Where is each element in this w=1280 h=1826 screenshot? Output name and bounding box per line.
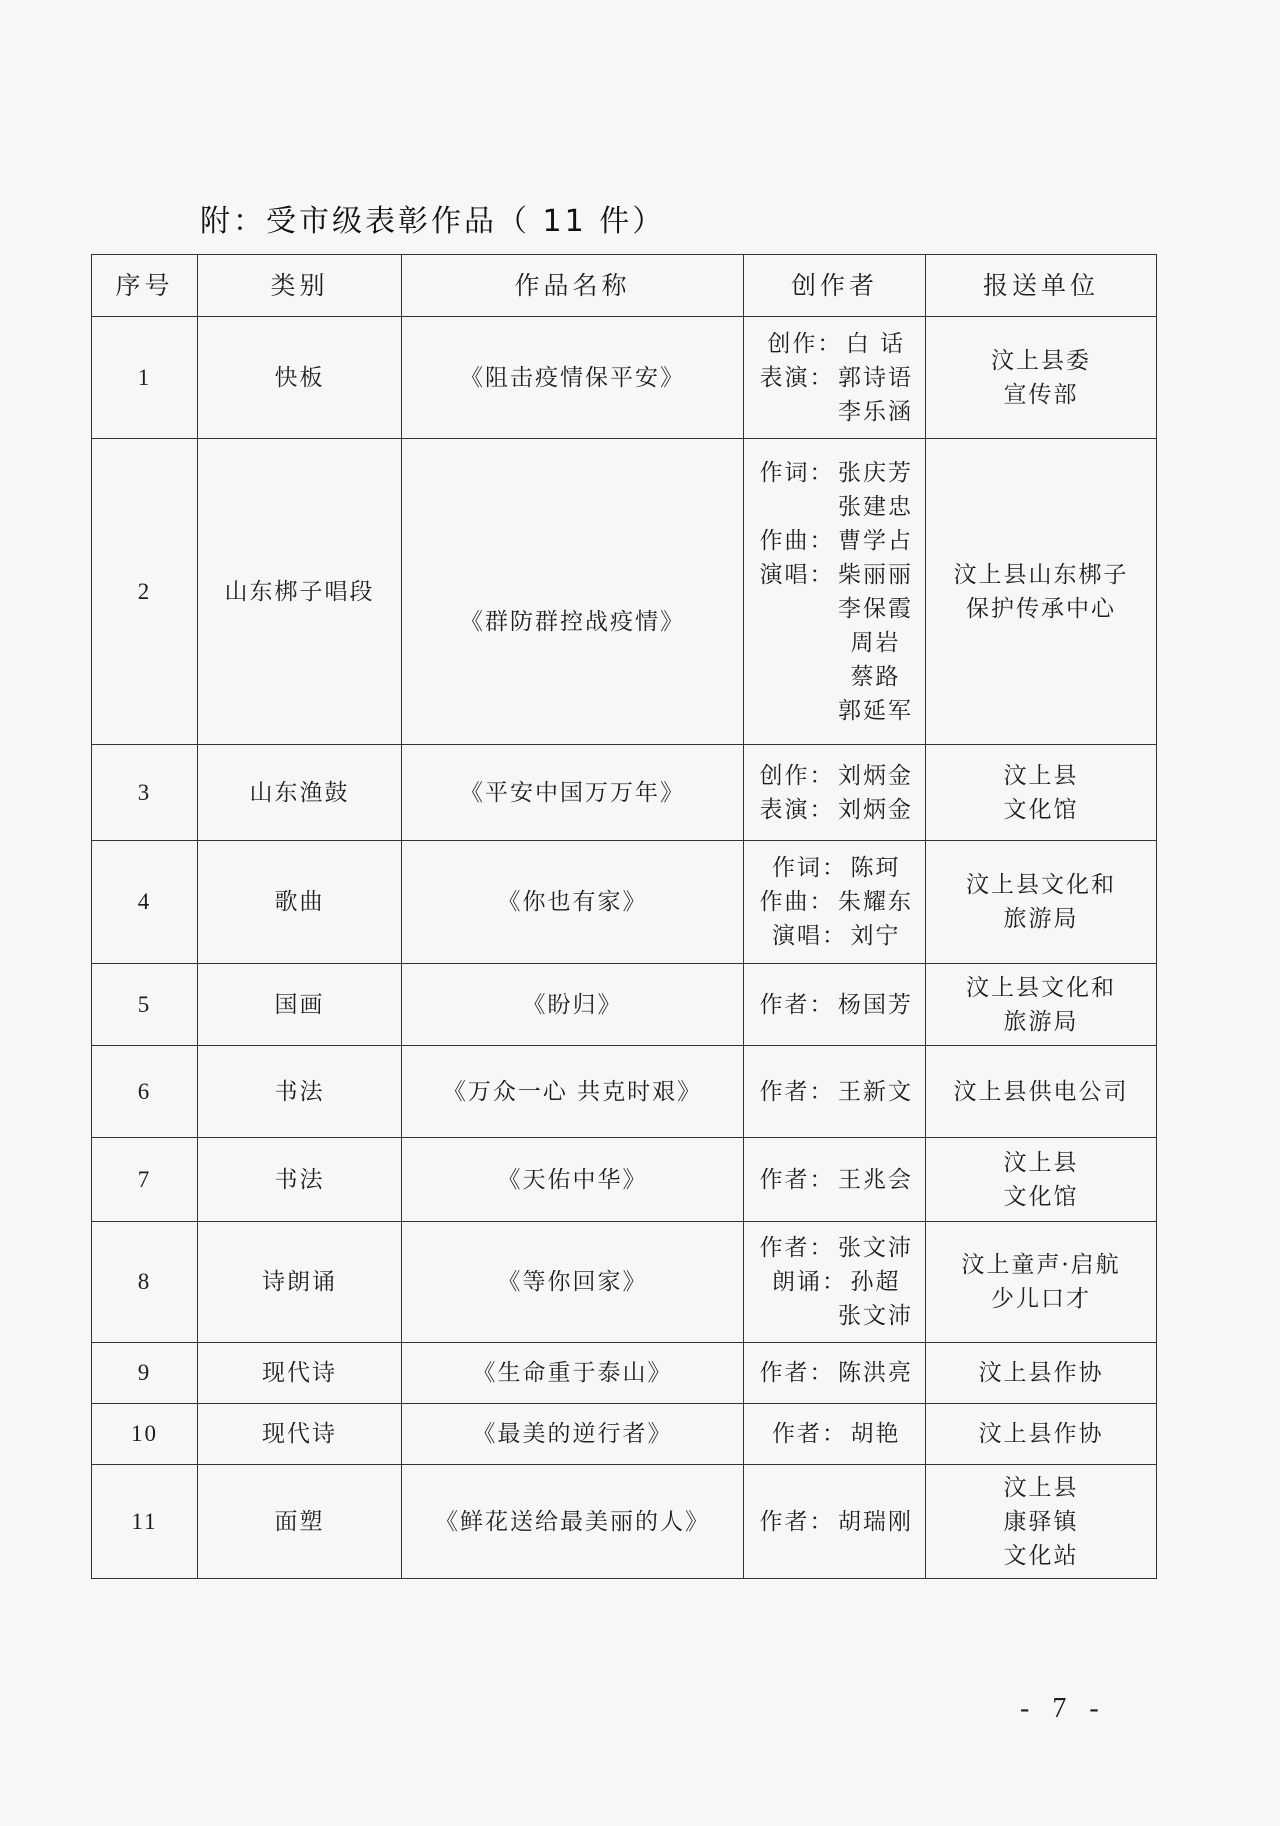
table-row — [92, 1404, 1157, 1465]
table-row — [92, 964, 1157, 1046]
creator-role: 表演： — [759, 364, 835, 391]
unit-line: 汶上县 — [1003, 762, 1079, 789]
unit-line: 汶上县供电公司 — [953, 1078, 1129, 1105]
creator-line — [750, 660, 919, 694]
creator-line — [750, 1505, 919, 1539]
row-number: 9 — [92, 1343, 198, 1404]
unit-line: 汶上县山东梆子 — [953, 561, 1129, 588]
row-unit — [926, 745, 1157, 841]
row-work-title: 《你也有家》 — [402, 841, 744, 964]
header-no: 序号 — [92, 255, 198, 317]
creator-line — [750, 1231, 919, 1265]
row-category: 国画 — [198, 964, 402, 1046]
creator-name: 胡艳 — [850, 1421, 901, 1447]
row-number: 10 — [92, 1404, 198, 1465]
creator-role: 作词： — [759, 459, 835, 486]
creator-line — [750, 592, 919, 626]
row-work-title: 《群防群控战疫情》 — [402, 439, 744, 745]
creator-role: 作者： — [759, 1360, 835, 1386]
row-creators — [744, 841, 926, 964]
row-unit — [926, 1343, 1157, 1404]
table-row — [92, 1465, 1157, 1579]
unit-line: 文化馆 — [1003, 796, 1079, 823]
creator-role: 作者： — [759, 991, 835, 1018]
creator-role: 演唱： — [759, 561, 835, 588]
creator-name: 刘炳金 — [838, 796, 913, 823]
creator-role: 表演： — [759, 796, 835, 823]
creator-role: 作者： — [759, 1078, 835, 1105]
creator-line — [750, 1417, 919, 1451]
unit-line: 宣传部 — [1003, 381, 1079, 408]
creator-name: 陈珂 — [850, 855, 901, 881]
row-category: 书法 — [198, 1138, 402, 1222]
awards-table — [91, 254, 1157, 1579]
unit-line: 汶上县文化和 — [966, 872, 1116, 898]
creator-line — [750, 851, 919, 885]
creator-name: 陈洪亮 — [838, 1360, 913, 1386]
creator-name: 张建忠 — [838, 493, 913, 520]
table-row — [92, 1138, 1157, 1222]
row-unit — [926, 1222, 1157, 1343]
row-unit — [926, 1046, 1157, 1138]
row-work-title: 《鲜花送给最美丽的人》 — [402, 1465, 744, 1579]
creator-line — [750, 988, 919, 1022]
row-number: 7 — [92, 1138, 198, 1222]
creator-role: 朗诵： — [772, 1269, 847, 1295]
table-row — [92, 317, 1157, 439]
row-unit — [926, 964, 1157, 1046]
creator-line — [750, 395, 919, 429]
creator-name: 曹学占 — [838, 527, 913, 554]
table-header-row — [92, 255, 1157, 317]
row-unit — [926, 841, 1157, 964]
row-work-title: 《盼归》 — [402, 964, 744, 1046]
table-body — [92, 317, 1157, 1579]
table-row — [92, 745, 1157, 841]
unit-line: 汶上县作协 — [978, 1421, 1104, 1447]
creator-line — [750, 694, 919, 728]
creator-name: 郭延军 — [838, 697, 913, 724]
unit-line: 旅游局 — [1003, 1008, 1079, 1035]
creator-name: 刘宁 — [850, 923, 901, 949]
unit-line: 康驿镇 — [1003, 1508, 1079, 1535]
row-number: 3 — [92, 745, 198, 841]
row-unit — [926, 1465, 1157, 1579]
creator-name: 杨国芳 — [838, 991, 913, 1018]
row-work-title: 《天佑中华》 — [402, 1138, 744, 1222]
row-work-title: 《生命重于泰山》 — [402, 1343, 744, 1404]
row-number: 11 — [92, 1465, 198, 1579]
creator-name: 李乐涵 — [838, 398, 913, 425]
row-work-title: 《最美的逆行者》 — [402, 1404, 744, 1465]
table-row — [92, 841, 1157, 964]
unit-line: 汶上县作协 — [978, 1360, 1104, 1386]
creator-role: 作曲： — [759, 527, 835, 554]
creator-role: 作曲： — [759, 889, 835, 915]
table-row — [92, 1343, 1157, 1404]
row-number: 6 — [92, 1046, 198, 1138]
page-number: - 7 - — [1020, 1693, 1107, 1724]
row-creators — [744, 1138, 926, 1222]
creator-line — [750, 919, 919, 953]
unit-line: 文化站 — [1003, 1542, 1079, 1569]
table-row — [92, 1222, 1157, 1343]
unit-line: 汶上县文化和 — [966, 974, 1116, 1001]
creator-line — [750, 1356, 919, 1390]
row-work-title: 《万众一心 共克时艰》 — [402, 1046, 744, 1138]
unit-line: 汶上县 — [1003, 1149, 1079, 1176]
row-category: 快板 — [198, 317, 402, 439]
row-category: 书法 — [198, 1046, 402, 1138]
header-unit: 报送单位 — [926, 255, 1157, 317]
creator-role: 作者： — [759, 1508, 835, 1535]
creator-name: 白 话 — [845, 330, 906, 357]
row-number: 1 — [92, 317, 198, 439]
header-title: 作品名称 — [402, 255, 744, 317]
unit-line: 汶上县 — [1003, 1474, 1079, 1501]
creator-name: 孙超 — [850, 1269, 901, 1295]
creator-name: 朱耀东 — [838, 889, 913, 915]
table-row — [92, 1046, 1157, 1138]
row-number: 2 — [92, 439, 198, 745]
row-creators — [744, 964, 926, 1046]
creator-role: 创作： — [759, 762, 835, 789]
creator-name: 张文沛 — [838, 1235, 913, 1261]
row-number: 4 — [92, 841, 198, 964]
row-number: 5 — [92, 964, 198, 1046]
creator-role: 创作： — [767, 330, 843, 357]
row-unit — [926, 317, 1157, 439]
creator-role: 作词： — [772, 855, 847, 881]
row-creators — [744, 1404, 926, 1465]
row-category: 现代诗 — [198, 1404, 402, 1465]
creator-name: 李保霞 — [838, 595, 913, 622]
row-category: 面塑 — [198, 1465, 402, 1579]
row-creators — [744, 439, 926, 745]
creator-role: 作者： — [772, 1421, 847, 1447]
row-creators — [744, 1046, 926, 1138]
row-creators — [744, 1222, 926, 1343]
row-unit — [926, 439, 1157, 745]
creator-name: 刘炳金 — [838, 762, 913, 789]
creator-line — [750, 626, 919, 660]
row-category: 诗朗诵 — [198, 1222, 402, 1343]
row-work-title: 《平安中国万万年》 — [402, 745, 744, 841]
creator-line — [750, 1075, 919, 1109]
table-row — [92, 439, 1157, 745]
unit-line: 汶上童声·启航 — [961, 1252, 1121, 1278]
creator-role: 演唱： — [772, 923, 847, 949]
creator-line — [750, 558, 919, 592]
row-category: 山东渔鼓 — [198, 745, 402, 841]
creator-line — [750, 524, 919, 558]
creator-line — [750, 793, 919, 827]
creator-name: 王新文 — [838, 1078, 913, 1105]
unit-line: 汶上县委 — [991, 347, 1091, 374]
unit-line: 旅游局 — [1003, 906, 1079, 932]
creator-name: 柴丽丽 — [838, 561, 913, 588]
row-creators — [744, 745, 926, 841]
unit-line: 文化馆 — [1003, 1183, 1079, 1210]
creator-name: 张庆芳 — [838, 459, 913, 486]
row-category: 山东梆子唱段 — [198, 439, 402, 745]
creator-line — [750, 1265, 919, 1299]
header-category: 类别 — [198, 255, 402, 317]
creator-line — [750, 456, 919, 490]
creator-name: 蔡路 — [850, 663, 901, 690]
creator-line — [750, 1163, 919, 1197]
creator-name: 郭诗语 — [838, 364, 913, 391]
row-category: 歌曲 — [198, 841, 402, 964]
creator-line — [750, 327, 919, 361]
header-creator: 创作者 — [744, 255, 926, 317]
creator-role: 作者： — [759, 1235, 835, 1261]
page-title: 附：受市级表彰作品（ 11 件） — [200, 204, 666, 239]
unit-line: 少儿口才 — [991, 1286, 1091, 1312]
row-category: 现代诗 — [198, 1343, 402, 1404]
creator-name: 王兆会 — [838, 1166, 913, 1193]
row-creators — [744, 317, 926, 439]
row-unit — [926, 1138, 1157, 1222]
row-work-title: 《等你回家》 — [402, 1222, 744, 1343]
row-work-title: 《阻击疫情保平安》 — [402, 317, 744, 439]
creator-line — [750, 1299, 919, 1333]
row-unit — [926, 1404, 1157, 1465]
creator-line — [750, 361, 919, 395]
creator-line — [750, 490, 919, 524]
row-number: 8 — [92, 1222, 198, 1343]
creator-name: 张文沛 — [838, 1303, 913, 1329]
row-creators — [744, 1465, 926, 1579]
creator-name: 周岩 — [850, 629, 901, 656]
creator-line — [750, 759, 919, 793]
creator-line — [750, 885, 919, 919]
row-creators — [744, 1343, 926, 1404]
creator-name: 胡瑞刚 — [838, 1508, 913, 1535]
unit-line: 保护传承中心 — [966, 595, 1116, 622]
creator-role: 作者： — [759, 1166, 835, 1193]
